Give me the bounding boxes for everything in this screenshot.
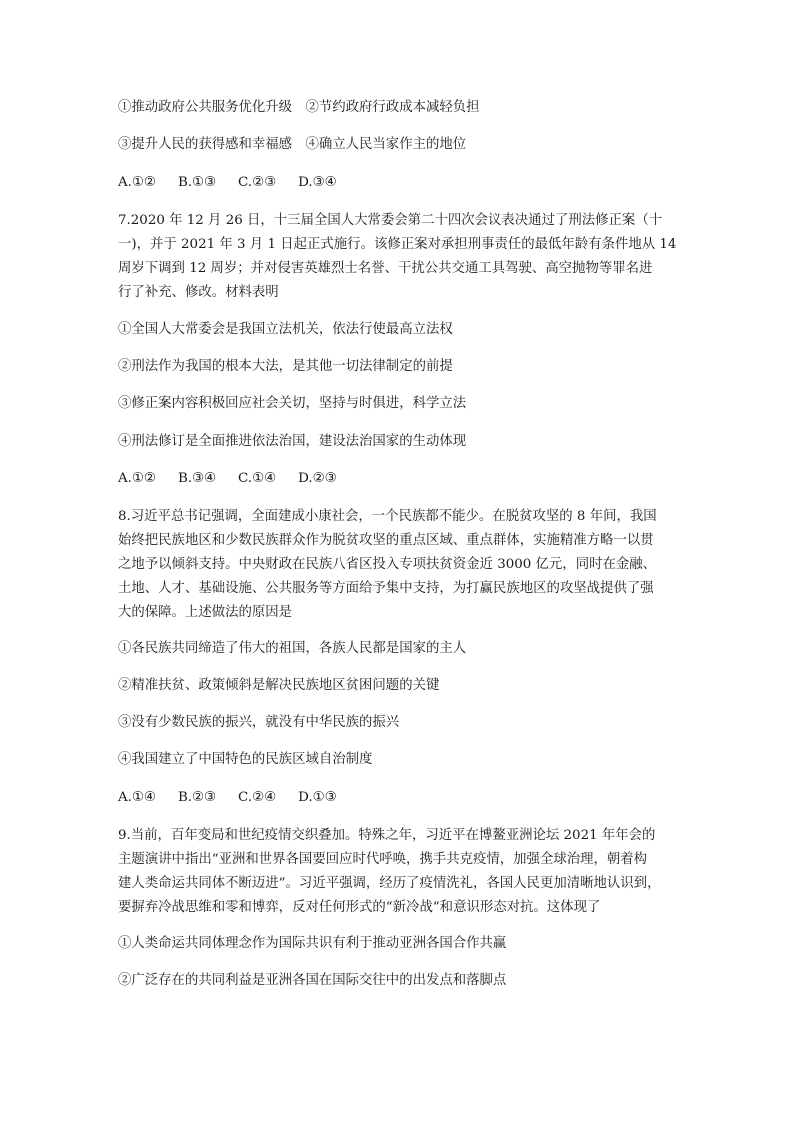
choice-d: D.②③: [298, 471, 337, 486]
q8-stem: [118, 505, 678, 625]
q7-statement-4: ④刑法修订是全面推进依法治国，建设法治国家的生动体现: [118, 434, 467, 449]
q8-stem-line: 始终把民族地区和少数民族群众作为脱贫攻坚的重点区域、重点群体，实施精准方略一以贯: [118, 533, 654, 548]
q6-choices: [118, 173, 359, 193]
q9-stem-line: 主题演讲中指出“亚洲和世界各国要回应时代呼唤，携手共克疫情，加强全球治理，朝着构: [118, 852, 648, 867]
choice-b: B.③④: [177, 471, 217, 486]
q8-statement-2: ②精准扶贫、政策倾斜是解决民族地区贫困问题的关键: [118, 678, 440, 693]
q7-choices: [118, 469, 359, 489]
choice-a: A.①④: [118, 790, 156, 805]
q9-stem: [118, 824, 678, 920]
choice-d: D.①③: [298, 790, 337, 805]
q9-statement-1: ①人类命运共同体理念作为国际共识有利于推动亚洲各国合作共赢: [118, 936, 507, 951]
choice-a: A.①②: [118, 175, 156, 190]
q6-option-line-2: ③提升人民的获得感和幸福感 ④确立人民当家作主的地位: [118, 137, 467, 152]
q8-statement-4: ④我国建立了中国特色的民族区域自治制度: [118, 752, 373, 767]
choice-b: B.①③: [177, 175, 217, 190]
q9-stem-line: 要摒弃冷战思维和零和博弈，反对任何形式的“新冷战”和意识形态对抗。这体现了: [118, 900, 601, 915]
q8-stem-line: 之地予以倾斜支持。中央财政在民族八省区投入专项扶贫资金近 3000 亿元，同时在金融、: [118, 557, 657, 572]
q7-statement-3: ③修正案内容积极回应社会关切，坚持与时俱进，科学立法: [118, 396, 467, 411]
q8-stem-line: 土地、人才、基础设施、公共服务等方面给予集中支持，为打赢民族地区的攻坚战提供了强: [118, 581, 654, 596]
q6-option-line-1: ①推动政府公共服务优化升级 ②节约政府行政成本减轻负担: [118, 100, 480, 115]
q7-stem-line: 行了补充、修改。材料表明: [118, 285, 279, 300]
q7-stem-line: 周岁下调到 12 周岁；并对侵害英雄烈士名誉、干扰公共交通工具驾驶、高空抛物等罪名进: [118, 261, 653, 276]
q7-statement-2: ②刑法作为我国的根本大法，是其他一切法律制定的前提: [118, 359, 453, 374]
choice-b: B.②③: [177, 790, 217, 805]
q7-stem-line: 7.2020 年 12 月 26 日，十三届全国人大常委会第二十四次会议表决通过了刑法修正案（十: [118, 213, 663, 228]
q7-stem-line: 一)，并于 2021 年 3 月 1 日起正式施行。该修正案对承担刑事责任的最低年龄有条件地从 14: [118, 237, 677, 252]
q9-statement-2: ②广泛存在的共同利益是亚洲各国在国际交往中的出发点和落脚点: [118, 973, 507, 988]
q8-choices: [118, 788, 359, 808]
q8-statement-1: ①各民族共同缔造了伟大的祖国，各族人民都是国家的主人: [118, 641, 467, 656]
q9-stem-line: 建人类命运共同体不断迈进”。习近平强调，经历了疫情洗礼，各国人民更加清晰地认识到，: [118, 876, 661, 891]
q8-statement-3: ③没有少数民族的振兴，就没有中华民族的振兴: [118, 715, 400, 730]
q7-statement-1: ①全国人大常委会是我国立法机关，依法行使最高立法权: [118, 322, 453, 337]
q8-stem-line: 大的保障。上述做法的原因是: [118, 605, 293, 620]
q8-stem-line: 8.习近平总书记强调，全面建成小康社会，一个民族都不能少。在脱贫攻坚的 8 年间，我国: [118, 509, 657, 524]
choice-c: C.②③: [238, 175, 277, 190]
q9-stem-line: 9.当前，百年变局和世纪疫情交织叠加。特殊之年，习近平在博鳌亚洲论坛 2021 年年会的: [118, 828, 656, 843]
choice-d: D.③④: [298, 175, 337, 190]
choice-c: C.①④: [238, 471, 277, 486]
choice-a: A.①②: [118, 471, 156, 486]
choice-c: C.②④: [238, 790, 277, 805]
q7-stem: [118, 209, 678, 305]
